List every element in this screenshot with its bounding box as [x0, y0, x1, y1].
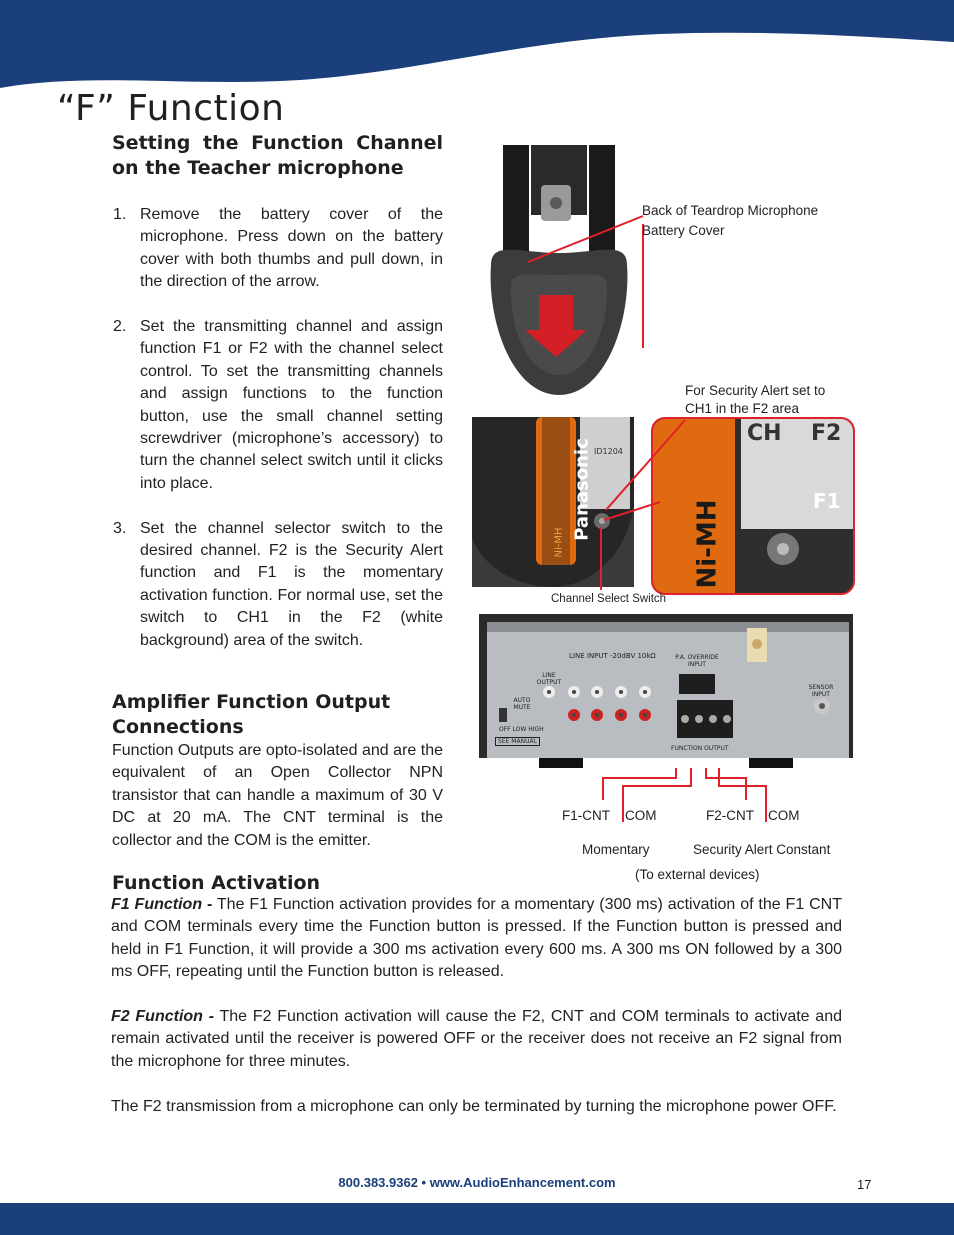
- mic-caption-line2: Battery Cover: [642, 223, 725, 238]
- dial-ch-label: CH: [747, 421, 782, 446]
- dial-battery-type-label: Ni-MH: [692, 499, 723, 589]
- dial-f1-label: F1: [813, 489, 841, 513]
- amplifier-rear-panel-photo: [479, 614, 853, 768]
- panel-auto-mute-label: AUTO MUTE: [513, 697, 531, 711]
- terminal-label-com-2: COM: [768, 808, 800, 823]
- terminal-label-f1-cnt: F1-CNT: [562, 808, 610, 823]
- switch-caption: Channel Select Switch: [551, 593, 667, 605]
- panel-line-output-label: LINE OUTPUT: [536, 672, 562, 686]
- f2-function-text: The F2 Function activation will cause the F2, CNT and COM terminals to activate and remain activated until the receiver is powered OFF or the receiver does not receive an F2 signal from the microphone for three minutes.: [111, 1008, 842, 1070]
- panel-line-input-label: LINE INPUT -20dBV 10kΩ: [569, 652, 656, 660]
- security-caption-line1: For Security Alert set to: [685, 383, 826, 398]
- panel-sensor-input-label: SENSOR INPUT: [808, 684, 834, 698]
- section-heading-function-activation: Function Activation: [112, 872, 321, 894]
- step-number: 2.: [113, 318, 127, 336]
- amplifier-outputs-text: Function Outputs are opto-isolated and are the equivalent of an Open Collector NPN transistor that can handle a maximum of 30 V DC at 20 mA. The CNT terminal is the collector and the COM is the emitter.: [112, 742, 443, 849]
- label-momentary: Momentary: [582, 842, 650, 857]
- step-number: 3.: [113, 519, 127, 537]
- dial-f2-label: F2: [811, 421, 842, 446]
- step-text: Remove the battery cover of the microphone. Press down on the battery cover with both thumbs and pull down, in the direction of the arrow.: [140, 206, 443, 291]
- battery-label-id: ID1204: [594, 447, 623, 456]
- panel-see-manual-label: SEE MANUAL: [495, 737, 540, 746]
- battery-brand-label: Panasonic: [571, 438, 593, 541]
- step-number: 1.: [113, 206, 127, 223]
- panel-pa-override-label: P.A. OVERRIDE INPUT: [675, 654, 719, 668]
- footer-band: [0, 1203, 954, 1235]
- footer-contact: 800.383.9362 • www.AudioEnhancement.com: [338, 1175, 616, 1190]
- battery-type-label: Ni-MH: [553, 527, 565, 558]
- f1-function-text: The F1 Function activation provides for a momentary (300 ms) activation of the F1 CNT and COM terminals every time the Function button is pressed. If the Function button is pressed and held in F1 Function, it will provide a 300 ms activation every 600 ms. A 300 ms ON followed by a 300 ms OFF, repeating until the Function button is released.: [111, 896, 842, 981]
- section-heading-setting-function-channel: Setting the Function Channel on the Teacher microphone: [112, 132, 443, 179]
- page-title: “F” Function: [57, 88, 285, 129]
- label-to-external-devices: (To external devices): [635, 867, 760, 882]
- label-security-alert-constant: Security Alert Constant: [693, 842, 831, 857]
- section-heading-amplifier-outputs: Amplifier Function Output Connections: [112, 691, 391, 738]
- panel-mute-levels-label: OFF LOW HIGH: [499, 726, 544, 733]
- step-text: Set the channel selector switch to the desired channel. F2 is the Security Alert function and F1 is the momentary activation function. For normal use, set the switch to CH1 in the F2 (white background) area of the switch.: [140, 519, 443, 649]
- step-text: Set the transmitting channel and assign function F1 or F2 with the channel select control. To set the transmitting channels and assign functions to the function button, use the small channel setting screwdriver (microphone’s accessory) to turn the channel select switch until it clicks into place.: [140, 318, 443, 492]
- f2-termination-paragraph: The F2 transmission from a microphone can only be terminated by turning the microphone power OFF.: [111, 1098, 837, 1115]
- f2-function-lead: F2 Function -: [111, 1008, 215, 1025]
- panel-function-output-label: FUNCTION OUTPUT: [671, 745, 729, 752]
- terminal-label-f2-cnt: F2-CNT: [706, 808, 754, 823]
- page-number: 17: [857, 1177, 872, 1192]
- security-caption-line2: CH1 in the F2 area: [685, 401, 800, 416]
- mic-caption-line1: Back of Teardrop Microphone: [642, 203, 819, 218]
- terminal-label-com-1: COM: [625, 808, 657, 823]
- f1-function-lead: F1 Function -: [111, 896, 213, 913]
